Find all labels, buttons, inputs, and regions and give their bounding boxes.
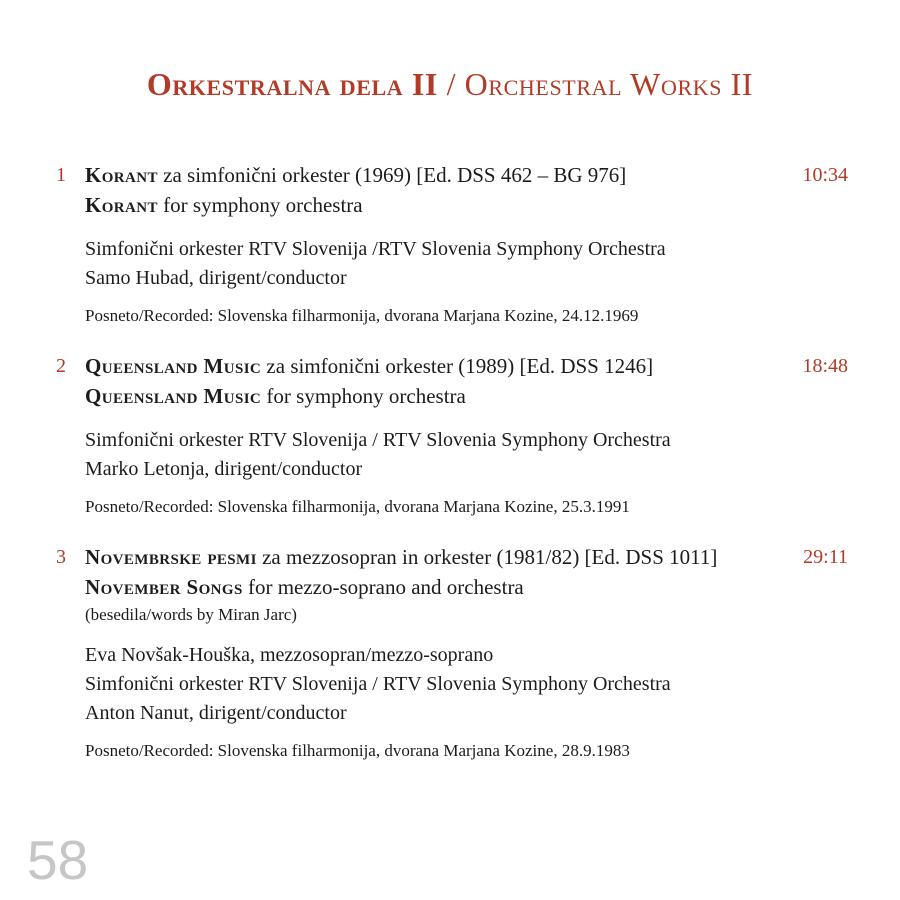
page-title xyxy=(0,0,900,104)
track-number: 1 xyxy=(56,164,66,186)
performer-line: Samo Hubad, dirigent/conductor xyxy=(85,267,347,289)
performer-line: Eva Novšak-Houška, mezzosopran/mezzo-soprano xyxy=(85,644,494,666)
track-title-slovenian xyxy=(85,542,793,572)
page-title-english: Orchestral Works II xyxy=(464,66,754,102)
track-titles xyxy=(85,160,792,220)
track-item-2 xyxy=(56,351,848,518)
work-name-slovenian: Queensland Music xyxy=(85,354,262,378)
performers xyxy=(85,235,848,293)
recording-info: Posneto/Recorded: Slovenska filharmonija, dvorana Marjana Kozine, 25.3.1991 xyxy=(85,497,630,516)
page-number: 58 xyxy=(27,829,89,891)
recording-info: Posneto/Recorded: Slovenska filharmonija, dvorana Marjana Kozine, 24.12.1969 xyxy=(85,306,639,325)
page-title-separator: / xyxy=(437,66,465,102)
work-subtitle-english: for mezzo-soprano and orchestra xyxy=(242,575,524,599)
work-name-english: Korant xyxy=(85,193,158,217)
track-titles xyxy=(85,351,792,411)
work-name-slovenian: Korant xyxy=(85,163,158,187)
performer-line: Simfonični orkester RTV Slovenija / RTV Slovenia Symphony Orchestra xyxy=(85,429,671,451)
work-name-slovenian: Novembrske pesmi xyxy=(85,545,257,569)
track-duration: 10:34 xyxy=(802,164,848,186)
lyrics-credit-note: (besedila/words by Miran Jarc) xyxy=(85,605,297,624)
page-title-slovenian: Orkestralna dela II xyxy=(146,66,438,102)
performer-line: Marko Letonja, dirigent/conductor xyxy=(85,458,363,480)
work-subtitle-slovenian: za simfonični orkester (1969) [Ed. DSS 462 – BG 976] xyxy=(157,163,627,187)
performers xyxy=(85,426,848,484)
track-item-3 xyxy=(56,542,848,762)
track-title-english xyxy=(85,190,792,220)
work-subtitle-english: for symphony orchestra xyxy=(261,384,466,408)
track-list xyxy=(56,160,848,762)
work-subtitle-english: for symphony orchestra xyxy=(157,193,363,217)
track-titles xyxy=(85,542,793,626)
track-title-slovenian xyxy=(85,160,792,190)
performer-line: Simfonični orkester RTV Slovenija /RTV Slovenia Symphony Orchestra xyxy=(85,238,666,260)
track-head xyxy=(56,351,848,411)
track-title-english xyxy=(85,572,793,602)
performer-line: Anton Nanut, dirigent/conductor xyxy=(85,702,347,724)
work-subtitle-slovenian: za mezzosopran in orkester (1981/82) [Ed. DSS 1011] xyxy=(256,545,718,569)
performers xyxy=(85,641,848,728)
track-head xyxy=(56,160,848,220)
track-item-1 xyxy=(56,160,848,327)
track-number: 2 xyxy=(56,355,66,377)
track-number: 3 xyxy=(56,546,66,568)
track-title-slovenian xyxy=(85,351,792,381)
track-duration: 29:11 xyxy=(803,546,848,568)
track-title-english xyxy=(85,381,792,411)
work-name-english: November Songs xyxy=(85,575,243,599)
performer-line: Simfonični orkester RTV Slovenija / RTV Slovenia Symphony Orchestra xyxy=(85,673,671,695)
recording-info: Posneto/Recorded: Slovenska filharmonija, dvorana Marjana Kozine, 28.9.1983 xyxy=(85,741,630,760)
track-head xyxy=(56,542,848,626)
track-duration: 18:48 xyxy=(802,355,848,377)
work-subtitle-slovenian: za simfonični orkester (1989) [Ed. DSS 1246] xyxy=(261,354,654,378)
work-name-english: Queensland Music xyxy=(85,384,262,408)
